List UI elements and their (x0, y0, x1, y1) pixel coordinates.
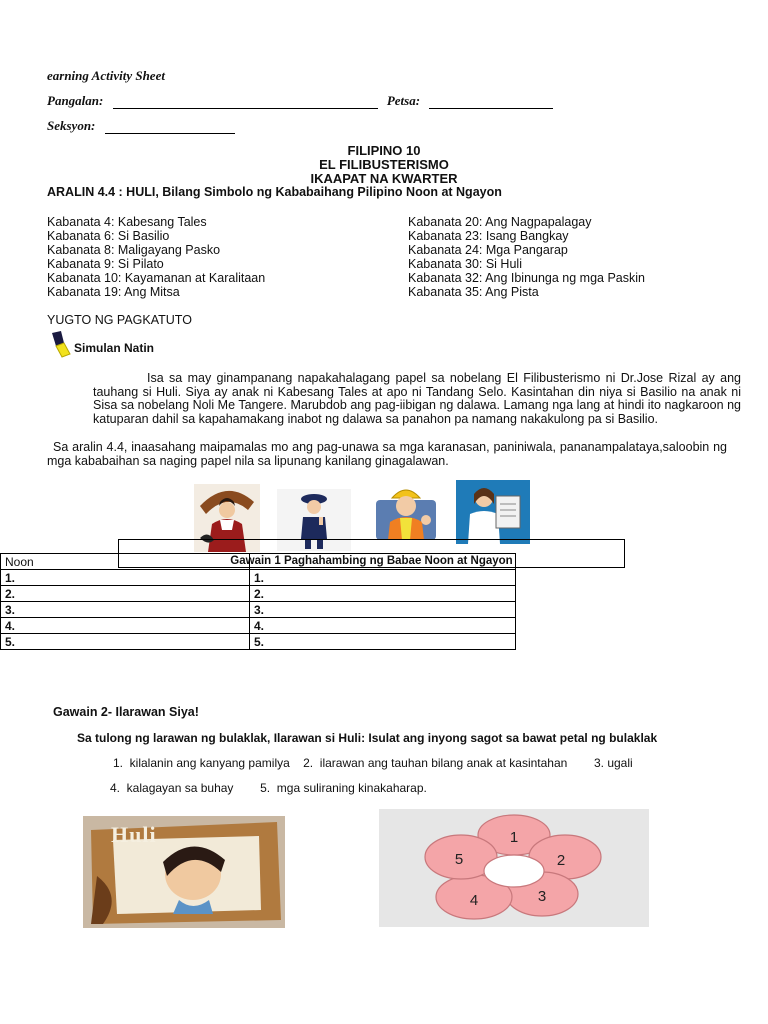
chapter-item: Kabanata 9: Si Pilato (47, 257, 164, 271)
petal-number: 1 (509, 829, 519, 846)
table-row (1, 602, 516, 618)
table-row (1, 618, 516, 634)
lesson-title: ARALIN 4.4 : HULI, Bilang Simbolo ng Kababaihang Pilipino Noon at Ngayon (47, 185, 502, 199)
col-ngayon-header (250, 554, 516, 570)
gawain2-items-1: 1. kilalanin ang kanyang pamilya 2. ilarawan ang tauhan bilang anak at kasintahan 3. ugali (113, 756, 633, 770)
aralin-paragraph: Sa aralin 4.4, inaasahang maipamalas mo ang pag-unawa sa mga karanasan, paniniwala, pananampalataya,saloobin ng mga kababaihan sa naging papel nila sa lipunang kanilang ginagalawan. (47, 440, 727, 468)
name-row (47, 93, 553, 109)
ngayon-cell[interactable]: 4. (250, 618, 516, 634)
noon-cell[interactable]: 2. (1, 586, 250, 602)
gawain1-title: Gawain 1 Paghahambing ng Babae Noon at Ngayon (230, 555, 513, 567)
novel-title: EL FILIBUSTERISMO (319, 157, 449, 172)
comparison-table (0, 553, 516, 650)
flower-diagram (379, 809, 649, 927)
ngayon-cell[interactable]: 3. (250, 602, 516, 618)
col-noon-header: Noon (1, 554, 250, 570)
chapter-item: Kabanata 8: Maligayang Pasko (47, 243, 221, 257)
table-row (1, 570, 516, 586)
name-field[interactable] (113, 96, 378, 109)
huli-image (83, 816, 285, 928)
noon-cell[interactable]: 3. (1, 602, 250, 618)
chapter-item: Kabanata 23: Isang Bangkay (408, 229, 569, 243)
chapter-item: Kabanata 35: Ang Pista (408, 285, 539, 299)
ngayon-cell[interactable]: 2. (250, 586, 516, 602)
subject-title: FILIPINO 10 (347, 143, 421, 158)
chapter-item: Kabanata 32: Ang Ibinunga ng mga Paskin (408, 271, 645, 285)
flower-svg (379, 809, 649, 927)
engineer-woman-image (370, 482, 442, 544)
intro-paragraph: Isa sa may ginampanang napakahalagang papel sa nobelang El Filibusterismo ni Dr.Jose Rizal ay ang tauhang si Huli. Siya ay anak ni Kabesang Tales at apo ni Tandang Selo. Kasintahan din niya si Basilio na anak ni Sisa sa nobelang Noli Me Tangere. Marubdob ang pag-iibigan ng dalawa. Lamang nga lang at hindi ito nagkaroon ng katuparan dahil sa kapahamakang inabot ng dalawa sa panahon pa namang nakakulong pa si Basilio. (93, 371, 741, 426)
table-header-row (1, 554, 516, 570)
chapter-item: Kabanata 19: Ang Mitsa (47, 285, 180, 299)
noon-cell[interactable]: 4. (1, 618, 250, 634)
quarter-title: IKAAPAT NA KWARTER (310, 171, 458, 186)
chapter-item: Kabanata 10: Kayamanan at Karalitaan (47, 271, 266, 285)
chapter-item: Kabanata 24: Mga Pangarap (408, 243, 568, 257)
doctor-woman-image (456, 480, 530, 544)
gawain2-instruction: Sa tulong ng larawan ng bulaklak, Ilarawan si Huli: Isulat ang inyong sagot sa bawat petal ng bulaklak (77, 731, 658, 745)
gawain2-items-2: 4. kalagayan sa buhay 5. mga suliraning kinakaharap. (110, 781, 427, 795)
petal-number: 5 (454, 851, 464, 868)
stage-label: YUGTO NG PAGKATUTO (47, 313, 192, 327)
date-field[interactable] (429, 96, 553, 109)
petal-number: 2 (556, 852, 566, 869)
huli-title-text: Huli (111, 822, 157, 847)
chapter-item: Kabanata 4: Kabesang Tales (47, 215, 207, 229)
chapter-item: Kabanata 30: Si Huli (408, 257, 522, 271)
gawain2-title: Gawain 2- Ilarawan Siya! (53, 705, 199, 719)
name-label: Pangalan: (47, 93, 104, 108)
section-row (47, 118, 235, 134)
petal-number: 4 (469, 892, 479, 909)
chapters-right (408, 215, 645, 299)
table-row (1, 586, 516, 602)
noon-cell[interactable]: 5. (1, 634, 250, 650)
chapter-item: Kabanata 20: Ang Nagpapalagay (408, 215, 592, 229)
chapter-item: Kabanata 6: Si Basilio (47, 229, 170, 243)
petal-number: 3 (537, 888, 547, 905)
chapters-left (47, 215, 265, 299)
flashlight-icon (50, 330, 74, 358)
simulan-label: Simulan Natin (74, 341, 155, 355)
noon-cell[interactable]: 1. (1, 570, 250, 586)
ngayon-cell[interactable]: 1. (250, 570, 516, 586)
table-row (1, 634, 516, 650)
section-label: Seksyon: (47, 118, 96, 133)
flower-center (484, 855, 544, 887)
section-field[interactable] (105, 121, 235, 134)
date-label: Petsa: (386, 93, 421, 108)
ngayon-cell[interactable]: 5. (250, 634, 516, 650)
sheet-title: earning Activity Sheet (47, 68, 165, 83)
